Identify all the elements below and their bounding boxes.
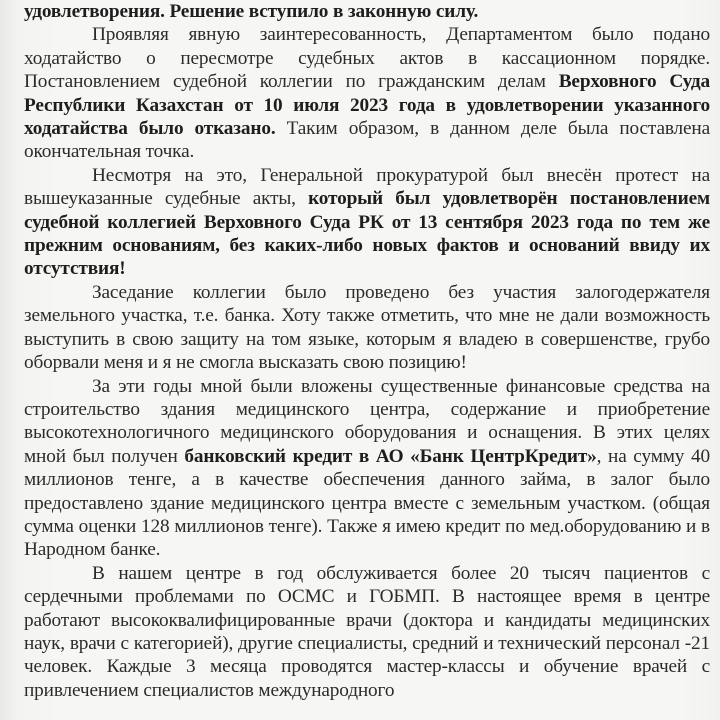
body-text: Таким образом, в данном деле была поставлена окончательная точка. [24, 118, 711, 163]
body-text: , на сумму 40 миллионов тенге, а в качестве обеспечения данного займа, в залог было предоставлено здание медицинского центра вместе с земельным участком. (общая сумма оценки 128 миллионов тенге). Также я имею кредит по мед.оборудованию и в Народном банке. [24, 445, 710, 561]
paragraph-prosecutor-protest [24, 164, 710, 281]
body-text: Заседание коллегии было проведено без участия залогодержателя земельного участка, т.е. банка. Хоту также отметить, что мне не дали возможность выступить в свою защиту на том языке, которым я владею в совершенстве, грубо оборвали меня и я не смогла высказать свою позицию! [24, 281, 710, 374]
document-body [24, 0, 710, 702]
bold-text: банковский кредит в АО «Банк ЦентрКредит» [184, 445, 597, 467]
paragraph-center-patients-staff [24, 562, 710, 702]
body-text: Несмотря на это, Генеральной прокуратурой был внесён протест на вышеуказанные судебные акты, [24, 164, 710, 210]
body-text: Проявляя явную заинтересованность, Департаментом было подано ходатайство о пересмотре судебных актов в кассационном порядке. Постановлением судебной коллегии по гражданским делам [24, 24, 710, 93]
paragraph-cassation-petition [24, 23, 710, 163]
bold-text: который был удовлетворён постановлением судебной коллегией Верховного Суда РК от 13 сентября 2023 года по тем же прежним основаниям, без каких-либо новых фактов и оснований ввиду их отсутствия! [24, 188, 710, 280]
bold-text: Верховного Суда Республики Казахстан от 10 июля 2023 года в удовлетворении указанного ходатайства было отказано. [24, 71, 711, 140]
paragraph-investments-credit [24, 375, 710, 562]
body-text: За эти годы мной были вложены существенные финансовые средства на строительство здания медицинского центра, содержание и приобретение высокотехнологичного медицинского оборудования и оснащения. В этих целях мной был получен [24, 375, 710, 467]
body-text: В нашем центре в год обслуживается более 20 тысяч пациентов с сердечными проблемами по ОСМС и ГОБМП. В настоящее время в центре работают высококвалифицированные врачи (доктора и кандидаты медицинских наук, врачи с категорией), другие специалисты, средний и технический персонал -21 человек. Каждые 3 месяца проводятся мастер-классы и обучение врачей с привлечением специалистов международного [24, 562, 710, 701]
paragraph-decision-in-force [24, 0, 710, 23]
bold-text: удовлетворения. Решение вступило в законную силу. [24, 1, 479, 22]
paragraph-collegium-session [24, 281, 710, 375]
